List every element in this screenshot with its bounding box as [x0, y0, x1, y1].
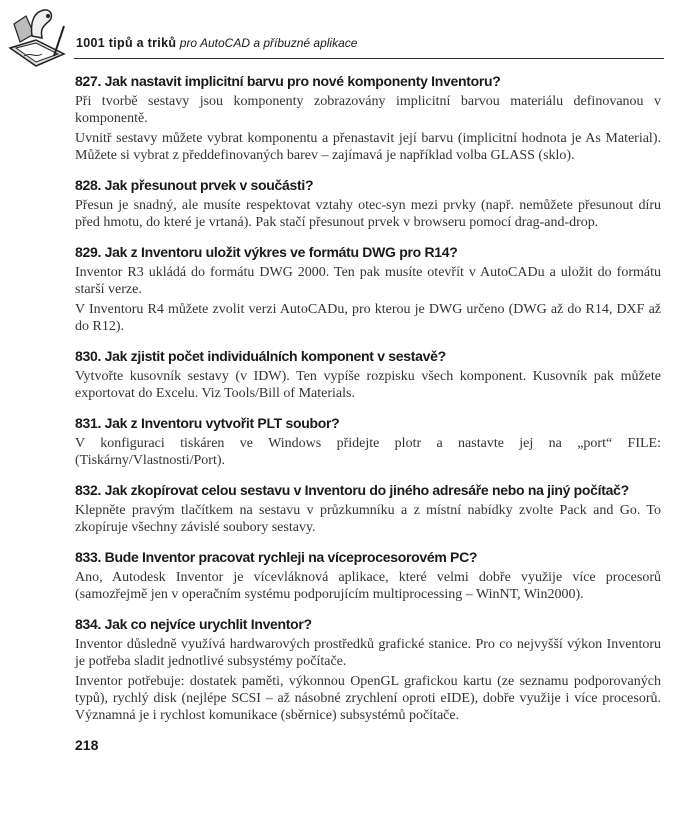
tip-paragraph: Při tvorbě sestavy jsou komponenty zobrazovány implicitní barvou materiálu definovanou v komponentě.	[75, 94, 661, 126]
tip-heading: 833. Bude Inventor pracovat rychleji na víceprocesorovém PC?	[75, 549, 478, 565]
tip-paragraph: Ano, Autodesk Inventor je vícevláknová aplikace, které velmi dobře využije více procesorů (samozřejmě jen v operačním systému podporujícím multiprocessing – WinNT, Win2000).	[75, 570, 661, 602]
tip-heading: 827. Jak nastavit implicitní barvu pro nové komponenty Inventoru?	[75, 73, 501, 89]
tip-section	[75, 72, 661, 164]
tip-section	[75, 176, 661, 231]
tip-section	[75, 347, 661, 402]
tip-heading: 828. Jak přesunout prvek v součásti?	[75, 177, 314, 193]
tip-heading: 830. Jak zjistit počet individuálních komponent v sestavě?	[75, 348, 446, 364]
book-title	[76, 36, 357, 50]
tip-section	[75, 615, 661, 724]
tip-paragraph: Vytvořte kusovník sestavy (v IDW). Ten vypíše rozpisku všech komponent. Kusovník pak můžete exportovat do Excelu. Viz Tools/Bill of Materials.	[75, 369, 661, 401]
page-number: 218	[75, 737, 99, 753]
tip-section	[75, 481, 661, 536]
mascot-logo-icon	[6, 4, 72, 68]
tip-section	[75, 548, 661, 603]
header-rule	[74, 58, 664, 59]
tip-heading: 831. Jak z Inventoru vytvořit PLT soubor?	[75, 415, 340, 431]
book-title-subtitle: pro AutoCAD a příbuzné aplikace	[179, 36, 358, 50]
tip-heading: 834. Jak co nejvíce urychlit Inventor?	[75, 616, 312, 632]
tip-heading: 829. Jak z Inventoru uložit výkres ve formátu DWG pro R14?	[75, 244, 458, 260]
tip-paragraph: Inventor R3 ukládá do formátu DWG 2000. Ten pak musíte otevřít v AutoCADu a uložit do formátu starší verze.	[75, 265, 661, 297]
tip-paragraph: Klepněte pravým tlačítkem na sestavu v průzkumníku a z místní nabídky zvolte Pack and Go. To zkopíruje všechny závislé soubory sestavy.	[75, 503, 661, 535]
page-content	[75, 72, 661, 724]
tip-paragraph: Inventor potřebuje: dostatek paměti, výkonnou OpenGL grafickou kartu (ze seznamu podporovaných typů), rychlý disk (nejlépe SCSI – až násobné zrychlení oproti eIDE), dobře využije i více procesorů. Významná je i rychlost komunikace (sběrnice) subsystémů počítače.	[75, 674, 661, 723]
tip-paragraph: V konfiguraci tiskáren ve Windows přidejte plotr a nastavte jej na „port“ FILE: (Tiskárny/Vlastnosti/Port).	[75, 436, 661, 468]
tip-section	[75, 243, 661, 335]
tip-section	[75, 414, 661, 469]
tip-paragraph: Přesun je snadný, ale musíte respektovat vztahy otec-syn mezi prvky (např. nemůžete přesunout díru před hmotu, do které je vrtaná). Pak stačí přesunout prvek v browseru pomocí drag-and-drop.	[75, 198, 661, 230]
tip-paragraph: Inventor důsledně využívá hardwarových prostředků grafické stanice. Pro co nejvyšší výkon Inventoru je potřeba sladit jednotlivé subsystémy počítače.	[75, 637, 661, 669]
tip-heading: 832. Jak zkopírovat celou sestavu v Inventoru do jiného adresáře nebo na jiný počítač?	[75, 482, 629, 498]
tip-paragraph: Uvnitř sestavy můžete vybrat komponentu a přenastavit její barvu (implicitní hodnota je As Material). Můžete si vybrat z předdefinovaných barev – zajímavá je například volba GLASS (sklo).	[75, 131, 661, 163]
page-header	[0, 0, 700, 70]
tip-paragraph: V Inventoru R4 můžete zvolit verzi AutoCADu, pro kterou je DWG určeno (DWG až do R14, DXF až do R12).	[75, 302, 661, 334]
book-title-bold: 1001 tipů a triků	[76, 36, 177, 50]
